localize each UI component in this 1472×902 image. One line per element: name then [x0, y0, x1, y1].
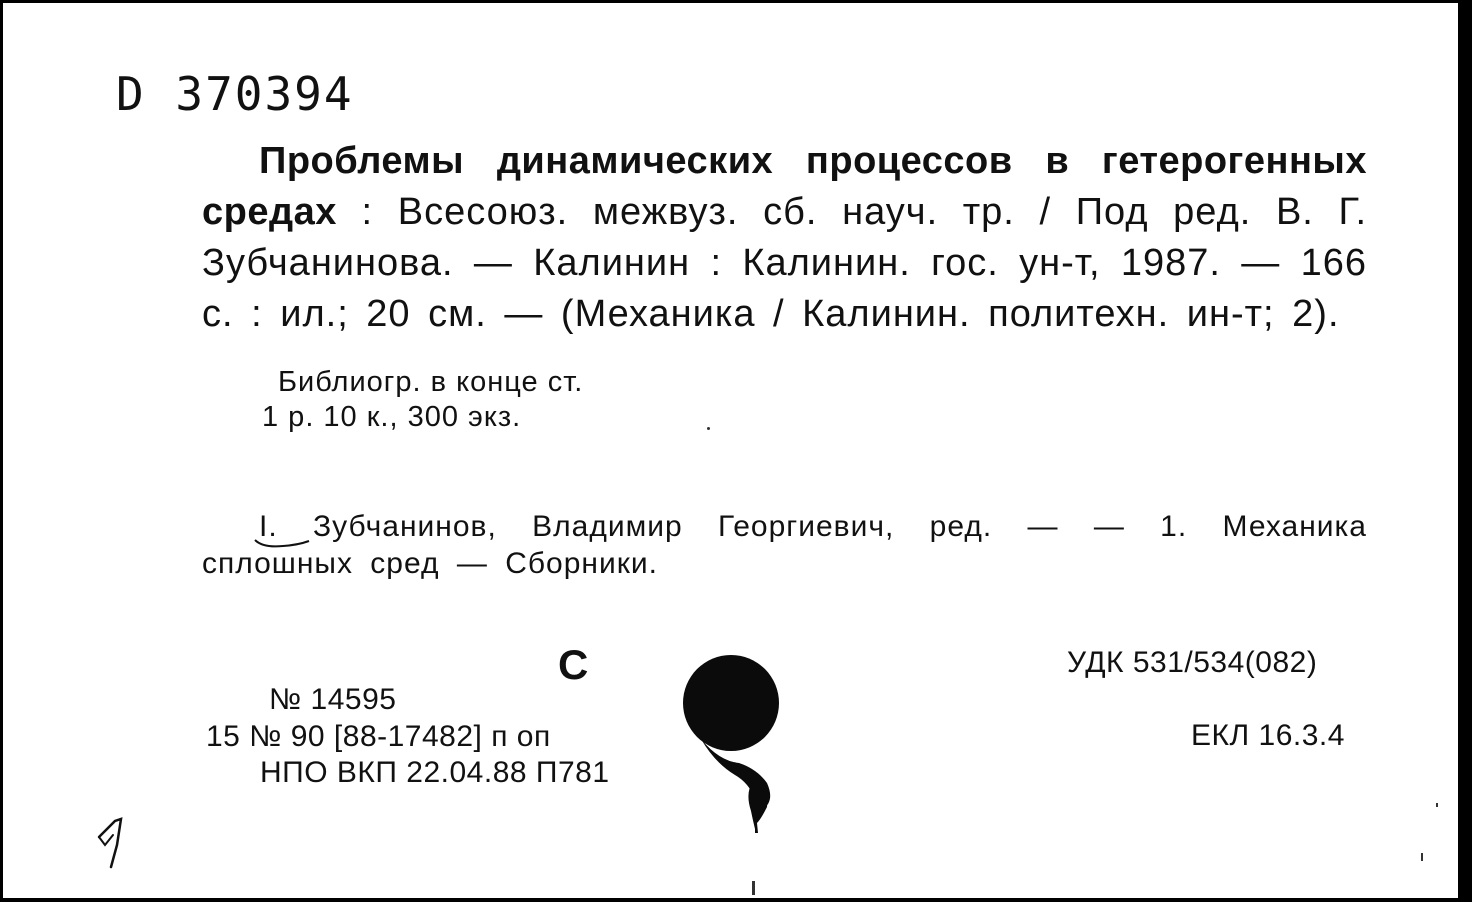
speck [1421, 853, 1423, 861]
inventory-number: № 14595 [269, 683, 397, 716]
producer-line: НПО ВКП 22.04.88 П781 [260, 756, 610, 789]
book-title: Проблемы динамических процессов в гетерогенных средах [202, 140, 1367, 233]
classification-mark: С [558, 641, 589, 688]
card-number: D 370394 [116, 67, 354, 121]
speck [1436, 803, 1438, 807]
price-note: 1 р. 10 к., 300 экз. [262, 401, 522, 433]
stray-dot [707, 427, 710, 430]
description-text: : Всесоюз. межвуз. сб. науч. тр. / Под ред. В. Г. Зубчанинова. — Калинин : Калинин. гос. ун-т, 1987. — 166 с. : ил.; 20 см. — (Механика / Калинин. политехн. ин-т; 2). [202, 191, 1367, 335]
udk-code: УДК 531/534(082) [1067, 646, 1318, 679]
registration-line: 15 № 90 [88-17482] п оп [206, 720, 551, 753]
bibliographic-description [202, 136, 1367, 340]
ink-blot [679, 651, 789, 851]
tracing-entry [202, 508, 1367, 582]
hand-underline-mark [253, 537, 311, 549]
handwritten-mark [95, 815, 131, 871]
speck [752, 881, 755, 895]
tracing-text: Зубчанинов, Владимир Георгиевич, ред. — — 1. Механика сплошных сред — Сборники. [202, 510, 1367, 580]
tracing-roman-text: I. [259, 510, 278, 543]
ekl-code: ЕКЛ 16.3.4 [1191, 719, 1345, 752]
bibliography-note: Библиогр. в конце ст. [278, 366, 584, 398]
tracing-roman [259, 508, 278, 545]
